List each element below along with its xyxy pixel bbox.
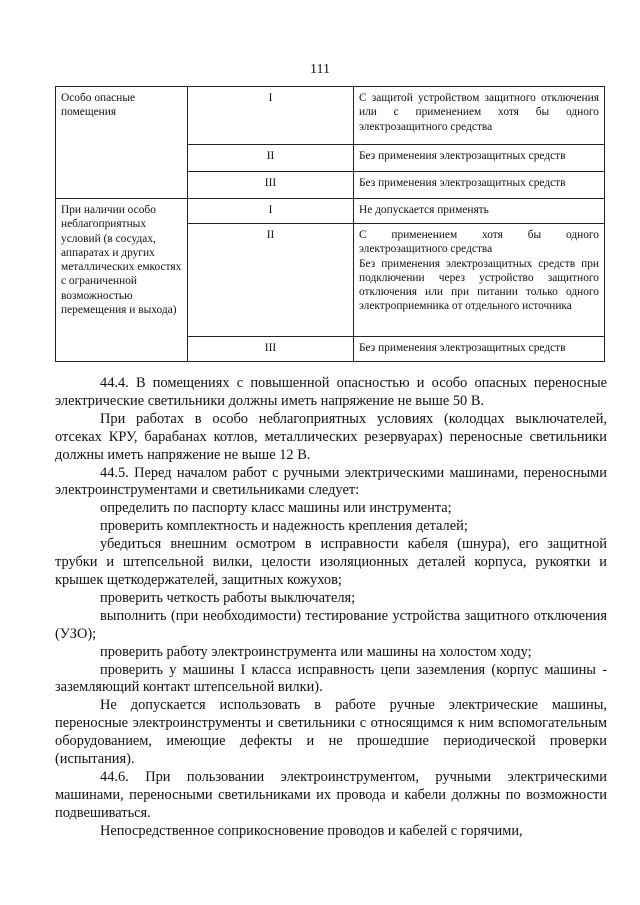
condition-cell (56, 199, 188, 362)
requirement-text: С применением хотя бы одного электрозащитного средства (359, 229, 599, 256)
requirement-text: Не допускается применять (359, 204, 489, 216)
requirement-text: С защитой устройством защитного отключения или с применением хотя бы одного электрозащитного средства (359, 92, 599, 133)
paragraph: 44.4. В помещениях с повышенной опасностью и особо опасных переносные электрические светильники должны иметь напряжение не выше 50 В. (55, 375, 607, 409)
requirement-text: Без применения электрозащитных средств (359, 177, 566, 189)
list-item: проверить работу электроинструмента или машины на холостом ходу; (100, 643, 532, 660)
condition-cell (56, 87, 188, 199)
list-item: определить по паспорту класс машины или инструмента; (100, 500, 452, 517)
condition-text: При наличии особо неблагоприятных условий (в сосудах, аппаратах и других металлических емкостях с ограниченной возможностью перемещения и выхода) (61, 204, 182, 317)
requirement-cell (354, 337, 605, 362)
class-cell: I (188, 87, 354, 145)
list-item: проверить четкость работы выключателя; (100, 589, 356, 606)
requirement-cell (354, 87, 605, 145)
requirements-table (55, 86, 605, 362)
paragraph: Непосредственное соприкосновение проводов и кабелей с горячими, (100, 822, 523, 839)
list-item: проверить комплектность и надежность крепления деталей; (100, 518, 468, 535)
class-cell: III (188, 172, 354, 199)
requirement-text: Без применения электрозащитных средств (359, 342, 566, 354)
requirement-cell (354, 199, 605, 224)
requirement-text: Без применения электрозащитных средств (359, 150, 566, 162)
requirement-cell (354, 172, 605, 199)
list-item: выполнить (при необходимости) тестирование устройства защитного отключения (УЗО); (55, 607, 607, 642)
list-item: убедиться внешним осмотром в исправности кабеля (шнура), его защитной трубки и штепсельной вилки, целости изоляционных деталей корпуса, рукоятки и крышек щеткодержателей, защитных кожухов; (55, 536, 607, 588)
requirement-cell (354, 145, 605, 172)
requirement-text: Без применения электрозащитных средств при подключении через устройство защитного отключения или при питании только одного электроприемника от отдельного источника (359, 257, 599, 313)
class-cell: II (188, 145, 354, 172)
table-row (56, 199, 605, 224)
class-cell: I (188, 199, 354, 224)
document-body (55, 375, 607, 841)
paragraph: 44.6. При пользовании электроинструментом, ручными электрическими машинами, переносными светильниками их провода и кабели должны по возможности подвешиваться. (55, 768, 607, 821)
class-cell: II (188, 224, 354, 337)
list-item: проверить у машины I класса исправность цепи заземления (корпус машины - заземляющий контакт штепсельной вилки). (55, 661, 607, 696)
paragraph: При работах в особо неблагоприятных условиях (колодцах выключателей, отсеках КРУ, барабанах котлов, металлических резервуарах) переносные светильники должны иметь напряжение не выше 12 В. (55, 410, 607, 463)
paragraph: 44.5. Перед началом работ с ручными электрическими машинами, переносными электроинструментами и светильниками следует: (55, 464, 607, 499)
page-number: 111 (310, 62, 330, 77)
paragraph: Не допускается использовать в работе ручные электрические машины, переносные электроинструменты и светильники с относящимся к ним вспомогательным оборудованием, имеющие дефекты и не прошедшие периодической проверки (испытания). (55, 697, 607, 768)
requirement-cell (354, 224, 605, 337)
class-cell: III (188, 337, 354, 362)
table-row (56, 87, 605, 145)
condition-text: Особо опасные помещения (61, 92, 136, 119)
